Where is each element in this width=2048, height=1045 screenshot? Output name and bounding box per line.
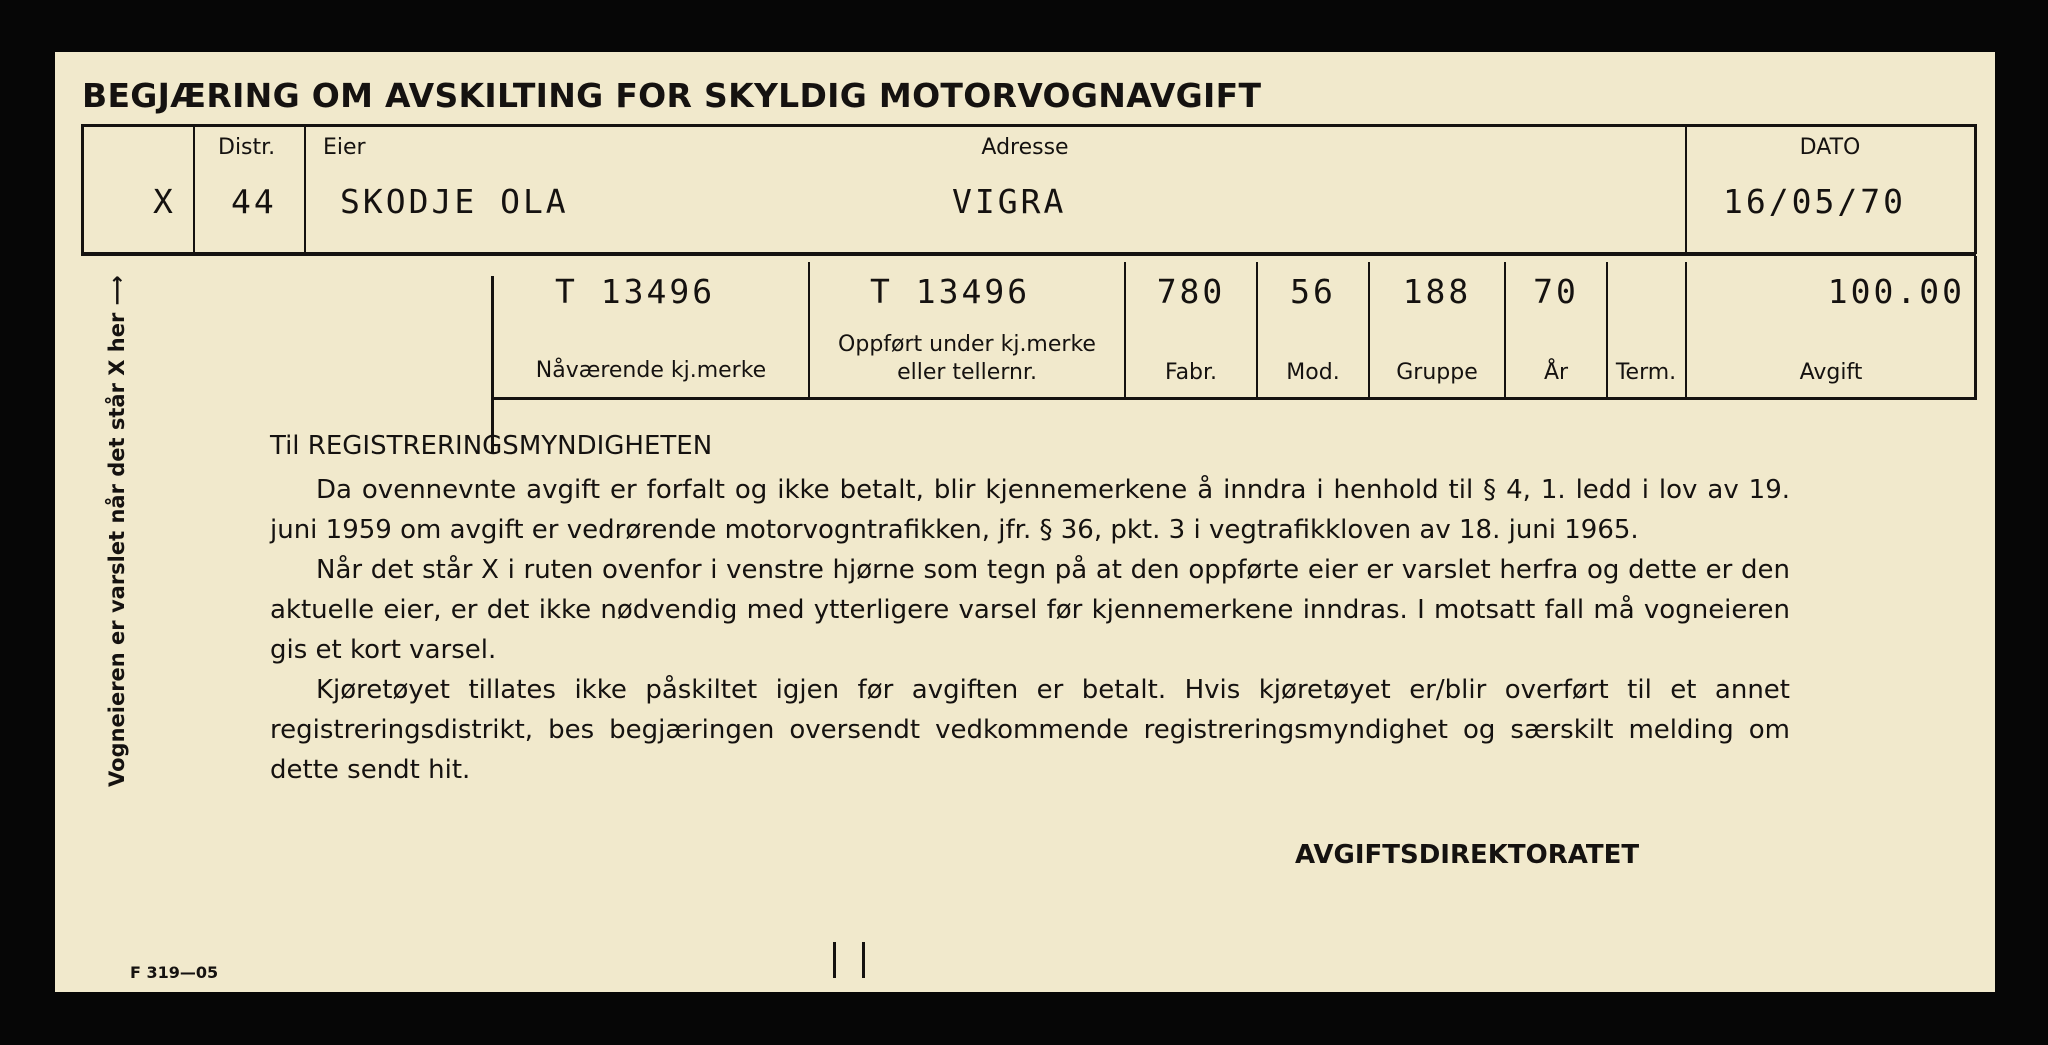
header-left-border <box>81 124 84 254</box>
vehicle-bottom-rule <box>491 397 1977 400</box>
header-divider-distr <box>193 127 195 254</box>
body-text <box>270 426 1790 790</box>
term-label: Term. <box>1615 360 1677 385</box>
distr-label: Distr. <box>218 135 276 160</box>
owner-name: SKODJE OLA <box>340 182 569 221</box>
registered-plate-label-line1: Oppført under kj.merke <box>838 332 1096 357</box>
body-paragraph-1: Da ovennevnte avgift er forfalt og ikke betalt, blir kjennemerkene å inndra i henhold til § 4, 1. ledd i lov av 19. juni 1959 om avgift er vedrørende motorvogntrafikken, jfr. § 36, pkt. 3 i vegtrafikkloven av 18. juni 1965. <box>270 475 1790 545</box>
aar-label: År <box>1543 360 1569 385</box>
bottom-tick-right <box>862 942 865 978</box>
tax-form-document <box>55 52 1995 992</box>
form-title: BEGJÆRING OM AVSKILTING FOR SKYLDIG MOTORVOGNAVGIFT <box>82 76 1262 115</box>
dato-label: DATO <box>1799 135 1861 160</box>
side-note: Vogneieren er varslet når det står X her ⟶ <box>105 275 129 787</box>
gruppe-label: Gruppe <box>1396 360 1478 385</box>
form-number: F 319—05 <box>130 963 219 982</box>
agency-signature: AVGIFTSDIREKTORATET <box>1295 840 1640 870</box>
mod-label: Mod. <box>1286 360 1340 385</box>
body-paragraph-2: Når det står X i ruten ovenfor i venstre hjørne som tegn på at den oppførte eier er varslet herfra og dette er den aktuelle eier, er det ikke nødvendig med ytterligere varsel før kjennemerkene inndras. I motsatt fall må vogneieren gis et kort varsel. <box>270 555 1790 665</box>
body-heading: Til REGISTRERINGSMYNDIGHETEN <box>270 431 713 461</box>
mod-value: 56 <box>1290 272 1336 311</box>
adresse-label: Adresse <box>981 135 1069 160</box>
date-value: 16/05/70 <box>1723 182 1906 221</box>
body-paragraph-3: Kjøretøyet tillates ikke påskiltet igjen før avgiften er betalt. Hvis kjøretøyet er/blir overført til et annet registreringsdistrikt, bes begjæringen oversendt vedkommende registreringsmyndighet og særskilt melding om dette sendt hit. <box>270 675 1790 785</box>
header-bottom-rule <box>81 252 1976 256</box>
header-top-rule <box>81 124 1976 127</box>
header-right-border <box>1974 124 1977 254</box>
notified-mark: X <box>153 182 176 221</box>
eier-label: Eier <box>323 135 366 160</box>
avgift-value: 100.00 <box>1827 272 1965 311</box>
header-divider-dato <box>1685 127 1687 254</box>
current-plate-label: Nåværende kj.merke <box>535 358 767 383</box>
current-plate: T 13496 <box>555 272 716 311</box>
fabr-value: 780 <box>1156 272 1226 311</box>
avgift-label: Avgift <box>1799 360 1863 385</box>
fabr-label: Fabr. <box>1164 360 1218 385</box>
distr-value: 44 <box>231 182 277 221</box>
header-divider-eier <box>304 127 306 254</box>
owner-address: VIGRA <box>952 182 1067 221</box>
registered-plate: T 13496 <box>870 272 1031 311</box>
registered-plate-label-line2: eller tellernr. <box>897 360 1037 385</box>
gruppe-value: 188 <box>1402 272 1472 311</box>
aar-value: 70 <box>1533 272 1579 311</box>
bottom-tick-left <box>833 942 836 978</box>
